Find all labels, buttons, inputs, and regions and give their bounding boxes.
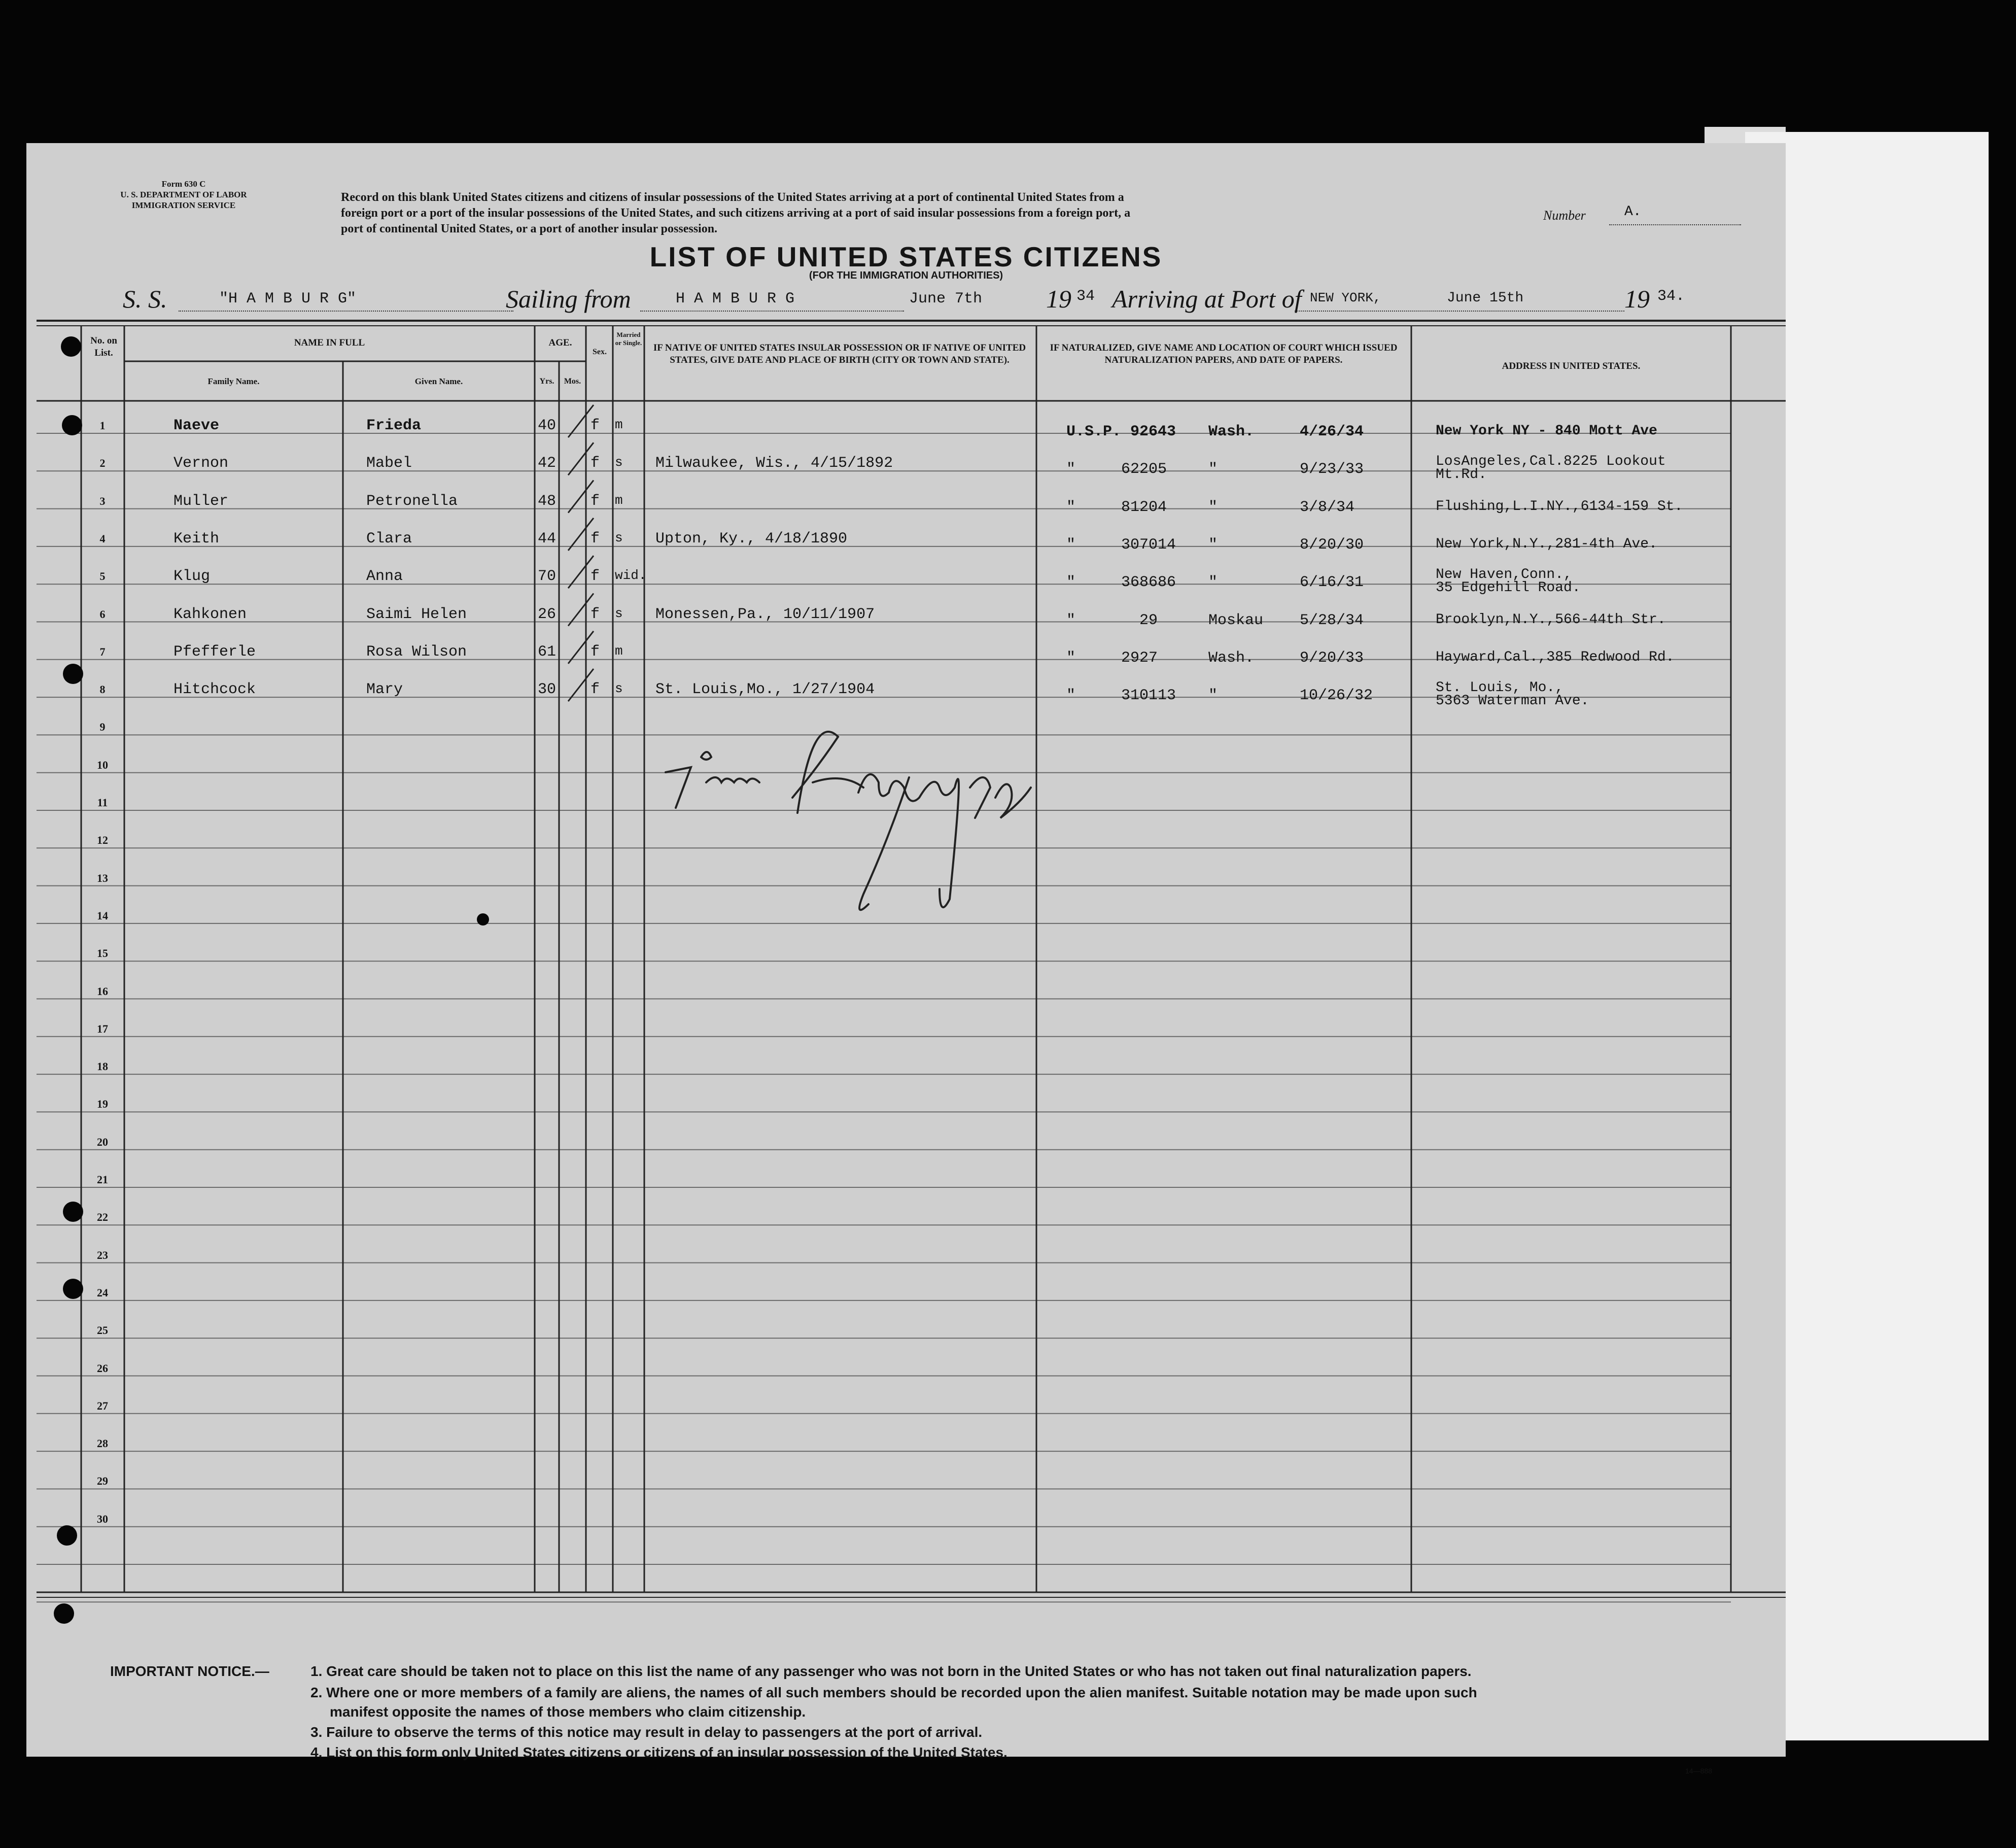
age-tick <box>568 631 594 664</box>
naturalization-number: " 2927 <box>1066 649 1158 667</box>
address-line-1: New York,N.Y.,281-4th Ave. <box>1436 536 1657 552</box>
naturalization-court: " <box>1208 498 1218 516</box>
age-years: 40 <box>538 417 557 434</box>
naturalization-number: U.S.P. 92643 <box>1066 423 1176 440</box>
row-number: 30 <box>97 1512 108 1525</box>
header-name-in-full: NAME IN FULL <box>294 337 365 348</box>
birth-info: Upton, Ky., 4/18/1890 <box>655 530 848 547</box>
naturalization-number: " 368686 <box>1066 574 1176 592</box>
page-subtitle: (FOR THE IMMIGRATION AUTHORITIES) <box>809 270 1003 281</box>
naturalization-number: " 310113 <box>1066 687 1176 705</box>
row-number: 18 <box>97 1060 108 1073</box>
form-number: Form 630 C <box>161 179 206 189</box>
sailing-from-port: H A M B U R G <box>676 290 795 307</box>
marital-status: m <box>615 643 623 659</box>
naturalization-court: " <box>1208 461 1218 478</box>
naturalization-date: 9/20/33 <box>1300 649 1364 667</box>
header-yrs: Yrs. <box>539 377 554 386</box>
marital-status: s <box>615 681 623 697</box>
row-number: 22 <box>97 1211 108 1224</box>
naturalization-number: " 29 <box>1066 611 1158 629</box>
header-given-name: Given Name. <box>414 377 463 386</box>
header-family-name: Family Name. <box>207 377 260 386</box>
age-tick <box>568 669 594 701</box>
naturalization-court: Wash. <box>1208 649 1255 667</box>
row-number: 7 <box>99 645 106 658</box>
naturalization-number: " 62205 <box>1066 461 1167 478</box>
row-number: 9 <box>99 721 106 734</box>
naturalization-date: 6/16/31 <box>1300 574 1364 592</box>
notice-item-4: 4. List on this form only United States citizens or citizens of an insular possession of the United States. <box>310 1744 1007 1760</box>
row-number: 3 <box>99 494 106 507</box>
row-number: 19 <box>97 1098 108 1111</box>
marital-status: m <box>615 417 623 432</box>
row-number: 23 <box>97 1248 108 1261</box>
header-age: AGE. <box>548 337 572 348</box>
row-number: 5 <box>99 570 106 583</box>
naturalization-court: " <box>1208 536 1218 554</box>
family-name: Pfefferle <box>173 643 256 661</box>
family-name: Keith <box>173 530 220 547</box>
age-years: 42 <box>538 455 557 472</box>
ink-dot <box>477 913 489 926</box>
address-line-1: New Haven,Conn., <box>1436 567 1572 583</box>
family-name: Hitchcock <box>173 681 256 699</box>
row-number: 17 <box>97 1022 108 1035</box>
row-number: 4 <box>99 532 106 545</box>
given-name: Saimi Helen <box>366 605 467 623</box>
row-number: 20 <box>97 1135 108 1148</box>
naturalization-number: " 81204 <box>1066 498 1167 516</box>
punch-hole <box>57 1525 77 1546</box>
sailing-date: June 7th <box>909 290 983 307</box>
naturalization-number: " 307014 <box>1066 536 1176 554</box>
number-label: Number <box>1543 208 1586 223</box>
row-number: 24 <box>97 1286 108 1299</box>
year-1: 34 <box>1076 288 1095 305</box>
header-mos: Mos. <box>564 377 581 386</box>
row-number: 6 <box>99 607 106 621</box>
notice-title: IMPORTANT NOTICE.— <box>110 1663 269 1679</box>
punch-hole <box>63 1279 83 1299</box>
notice-item-1: 1. Great care should be taken not to place on this list the name of any passenger who was not born in the United States or who has not taken out final naturalization papers. <box>310 1663 1472 1679</box>
given-name: Frieda <box>366 417 422 434</box>
naturalization-date: 3/8/34 <box>1300 498 1355 516</box>
sex: f <box>590 681 600 699</box>
page-title: LIST OF UNITED STATES CITIZENS <box>649 241 1163 272</box>
manifest-sheet <box>26 143 1786 1775</box>
record-text-line-3: port of continental United States, or a port of another insular possession. <box>341 222 718 235</box>
notice-item-3: 3. Failure to observe the terms of this notice may result in delay to passengers at the port of arrival. <box>310 1724 983 1740</box>
year-2: 34. <box>1657 288 1685 305</box>
year-prefix-2: 19 <box>1624 285 1650 313</box>
header-naturalized: IF NATURALIZED, GIVE NAME AND LOCATION OF COURT WHICH ISSUED NATURALIZATION PAPERS, AND DATE OF PAPERS. <box>1050 343 1398 365</box>
naturalization-court: Wash. <box>1208 423 1255 440</box>
arriving-label: Arriving at Port of <box>1112 285 1302 313</box>
row-number: 25 <box>97 1324 108 1337</box>
age-years: 44 <box>538 530 557 547</box>
birth-info: Monessen,Pa., 10/11/1907 <box>655 605 875 623</box>
row-number: 13 <box>97 871 108 884</box>
address-line-2: 35 Edgehill Road. <box>1436 580 1581 596</box>
department-name: U. S. DEPARTMENT OF LABOR <box>120 190 247 199</box>
family-name: Kahkonen <box>173 605 247 623</box>
punch-hole <box>61 336 81 357</box>
address-line-2: Mt.Rd. <box>1436 467 1487 483</box>
age-tick <box>568 405 594 437</box>
naturalization-court: " <box>1208 687 1218 705</box>
address-line-1: Flushing,L.I.NY.,6134-159 St. <box>1436 498 1683 515</box>
birth-info: Milwaukee, Wis., 4/15/1892 <box>655 455 893 472</box>
birth-info: St. Louis,Mo., 1/27/1904 <box>655 681 875 699</box>
punch-hole <box>63 664 83 684</box>
address-line-1: Brooklyn,N.Y.,566-44th Str. <box>1436 611 1666 628</box>
row-number: 28 <box>97 1437 108 1450</box>
number-value: A. <box>1624 204 1642 220</box>
marital-status: wid. <box>615 568 647 584</box>
family-name: Muller <box>173 492 229 510</box>
age-years: 70 <box>538 568 557 586</box>
row-number: 11 <box>97 796 108 809</box>
age-tick <box>568 518 594 551</box>
official-signature <box>645 711 1102 925</box>
address-line-1: Hayward,Cal.,385 Redwood Rd. <box>1436 649 1675 665</box>
given-name: Mabel <box>366 455 412 472</box>
address-line-1: St. Louis, Mo., <box>1436 680 1564 696</box>
row-number: 16 <box>97 984 108 998</box>
marital-status: s <box>615 455 623 470</box>
marital-status: s <box>615 530 623 545</box>
row-number: 2 <box>99 457 106 470</box>
print-code: 14—888 <box>1685 1767 1712 1775</box>
naturalization-court: " <box>1208 574 1218 592</box>
record-text-line-2: foreign port or a port of the insular possessions of the United States, and such citizens arriving at a port of said insular possessions from a foreign port, a <box>341 207 1131 220</box>
ss-label: S. S. <box>123 285 167 313</box>
row-number: 1 <box>99 419 106 432</box>
header-address: ADDRESS IN UNITED STATES. <box>1502 361 1641 371</box>
address-line-1: LosAngeles,Cal.8225 Lookout <box>1436 454 1666 470</box>
header-native: IF NATIVE OF UNITED STATES INSULAR POSSESSION OR IF NATIVE OF UNITED STATES, GIVE DATE AND PLACE OF BIRTH (CITY OR TOWN AND STATE). <box>653 343 1026 365</box>
family-name: Naeve <box>173 417 220 434</box>
record-text-line-1: Record on this blank United States citizens and citizens of insular possessions of the United States arriving at a port of continental United States from a <box>341 191 1124 204</box>
row-number: 26 <box>97 1361 108 1375</box>
age-tick <box>568 442 594 475</box>
marital-status: s <box>615 605 623 621</box>
naturalization-date: 4/26/34 <box>1300 423 1364 440</box>
age-tick <box>568 556 594 588</box>
sailing-from-label: Sailing from <box>506 285 631 313</box>
age-years: 26 <box>538 605 557 623</box>
sex: f <box>590 568 600 586</box>
given-name: Rosa Wilson <box>366 643 467 661</box>
sex: f <box>590 455 600 472</box>
naturalization-date: 10/26/32 <box>1300 687 1373 705</box>
notice-item-2b: manifest opposite the names of those members who claim citizenship. <box>330 1704 806 1720</box>
punch-hole <box>54 1603 74 1624</box>
year-prefix-1: 19 <box>1046 285 1071 313</box>
ship-name: "H A M B U R G" <box>219 290 357 307</box>
age-years: 30 <box>538 681 557 699</box>
given-name: Clara <box>366 530 412 547</box>
sex: f <box>590 530 600 547</box>
header-no: No. on List. <box>90 335 117 358</box>
arrival-date: June 15th <box>1447 290 1524 306</box>
row-number: 15 <box>97 947 108 960</box>
age-tick <box>568 481 594 513</box>
marital-status: m <box>615 492 623 508</box>
punch-hole <box>62 415 82 435</box>
row-number: 14 <box>97 909 108 922</box>
address-line-1: New York NY - 840 Mott Ave <box>1436 423 1657 439</box>
row-number: 12 <box>97 834 108 847</box>
sex: f <box>590 417 600 434</box>
age-tick <box>568 594 594 626</box>
family-name: Klug <box>173 568 211 586</box>
header-sex: Sex. <box>593 348 607 356</box>
row-number: 27 <box>97 1399 108 1412</box>
row-number: 21 <box>97 1173 108 1186</box>
service-name: IMMIGRATION SERVICE <box>131 200 236 210</box>
row-number: 29 <box>97 1475 108 1488</box>
address-line-2: 5363 Waterman Ave. <box>1436 693 1589 709</box>
sex: f <box>590 605 600 623</box>
age-check-marks <box>26 143 1786 1757</box>
family-name: Vernon <box>173 455 229 472</box>
row-number: 10 <box>97 758 108 771</box>
age-years: 48 <box>538 492 557 510</box>
given-name: Mary <box>366 681 403 699</box>
arriving-port: NEW YORK, <box>1310 290 1381 305</box>
age-years: 61 <box>538 643 557 661</box>
given-name: Anna <box>366 568 403 586</box>
naturalization-date: 9/23/33 <box>1300 461 1364 478</box>
punch-hole <box>63 1202 83 1222</box>
naturalization-court: Moskau <box>1208 611 1264 629</box>
given-name: Petronella <box>366 492 458 510</box>
sex: f <box>590 492 600 510</box>
notice-item-2a: 2. Where one or more members of a family are aliens, the names of all such members should be recorded upon the alien manifest. Suitable notation may be made upon such <box>310 1685 1477 1700</box>
naturalization-date: 5/28/34 <box>1300 611 1364 629</box>
sex: f <box>590 643 600 661</box>
naturalization-date: 8/20/30 <box>1300 536 1364 554</box>
row-number: 8 <box>99 683 106 696</box>
header-married-single: Married or Single. <box>615 331 642 347</box>
